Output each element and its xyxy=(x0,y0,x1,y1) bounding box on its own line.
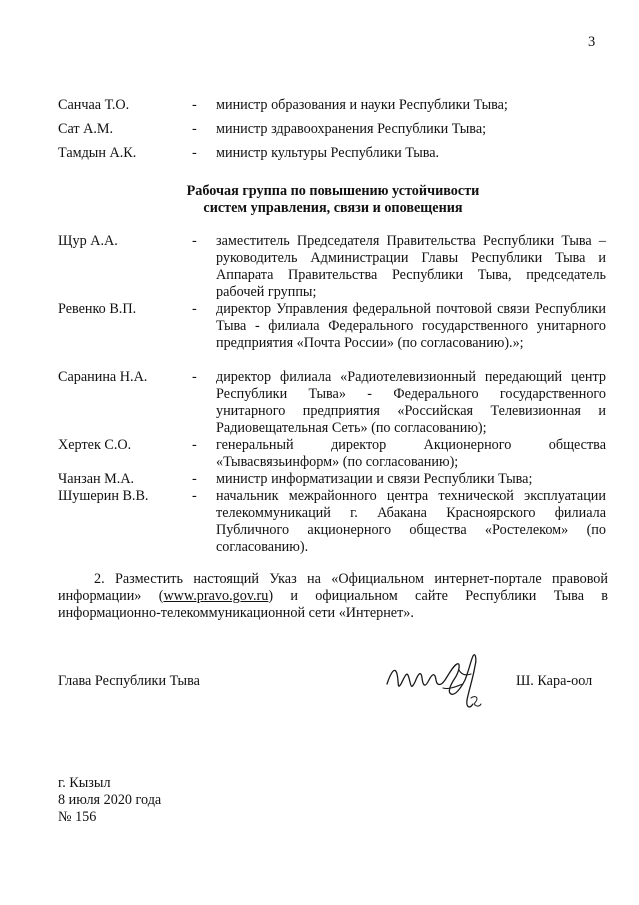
member-dash: - xyxy=(192,301,197,317)
member-position: заместитель Председателя Правительства Республики Тыва – руководитель Администрации Главы Республики Тыва и Аппарата Правительства Республики Тыва, председатель рабочей группы; xyxy=(216,233,606,300)
member-name: Ревенко В.П. xyxy=(58,301,137,317)
paragraph-text-end: ) и официальном сайте Республики Тыва в информационно-телекоммуникационной сети «Интернет». xyxy=(58,588,608,621)
member-dash: - xyxy=(192,121,197,137)
pravo-link[interactable]: www.pravo.gov.ru xyxy=(163,588,269,604)
document-footer xyxy=(58,775,161,826)
heading-line-2: систем управления, связи и оповещения xyxy=(203,200,463,216)
member-name: Сат А.М. xyxy=(58,121,114,137)
footer-date: 8 июля 2020 года xyxy=(58,792,162,808)
signatory-name: Ш. Кара-оол xyxy=(516,673,593,689)
member-dash: - xyxy=(192,145,197,161)
member-dash: - xyxy=(192,97,197,113)
footer-city: г. Кызыл xyxy=(58,775,111,791)
member-position: министр информатизации и связи Республики Тыва; xyxy=(216,471,533,487)
member-position: директор филиала «Радиотелевизионный передающий центр Республики Тыва» - Федерального государственного унитарного предприятия «Российская Телевизионная и Радиовещательная Сеть» (по согласованию); xyxy=(216,369,606,436)
paragraph-text-start: 2. Разместить настоящий Указ на «Официальном интернет-портале правовой информации» ( xyxy=(58,571,608,604)
member-position: начальник межрайонного центра технической эксплуатации телекоммуникаций г. Абакана Красноярского филиала Публичного акционерного общества «Ростелеком» (по согласованию). xyxy=(216,488,606,555)
member-name: Шушерин В.В. xyxy=(58,488,149,504)
member-name: Тамдын А.К. xyxy=(58,145,137,161)
publication-paragraph xyxy=(58,571,608,622)
heading-line-1: Рабочая группа по повышению устойчивости xyxy=(186,183,480,199)
member-dash: - xyxy=(192,437,197,453)
member-name: Саранина Н.А. xyxy=(58,369,148,385)
member-name: Чанзан М.А. xyxy=(58,471,135,487)
handwritten-signature xyxy=(385,644,495,714)
working-group-heading xyxy=(58,183,608,217)
member-name: Хертек С.О. xyxy=(58,437,132,453)
member-name: Санчаа Т.О. xyxy=(58,97,130,113)
member-position: генеральный директор Акционерного общества «Тывасвязьинформ» (по согласованию); xyxy=(216,437,606,470)
member-dash: - xyxy=(192,369,197,385)
member-name: Щур А.А. xyxy=(58,233,118,249)
member-position: министр культуры Республики Тыва. xyxy=(216,145,440,161)
signatory-position: Глава Республики Тыва xyxy=(58,673,200,689)
member-dash: - xyxy=(192,471,197,487)
member-position: министр здравоохранения Республики Тыва; xyxy=(216,121,487,137)
member-position: министр образования и науки Республики Тыва; xyxy=(216,97,508,113)
member-dash: - xyxy=(192,488,197,504)
footer-number: № 156 xyxy=(58,809,97,825)
member-dash: - xyxy=(192,233,197,249)
page-number: 3 xyxy=(588,34,596,50)
member-position: директор Управления федеральной почтовой связи Республики Тыва - филиала Федерального государственного унитарного предприятия «Почта России» (по согласованию).»; xyxy=(216,301,606,351)
